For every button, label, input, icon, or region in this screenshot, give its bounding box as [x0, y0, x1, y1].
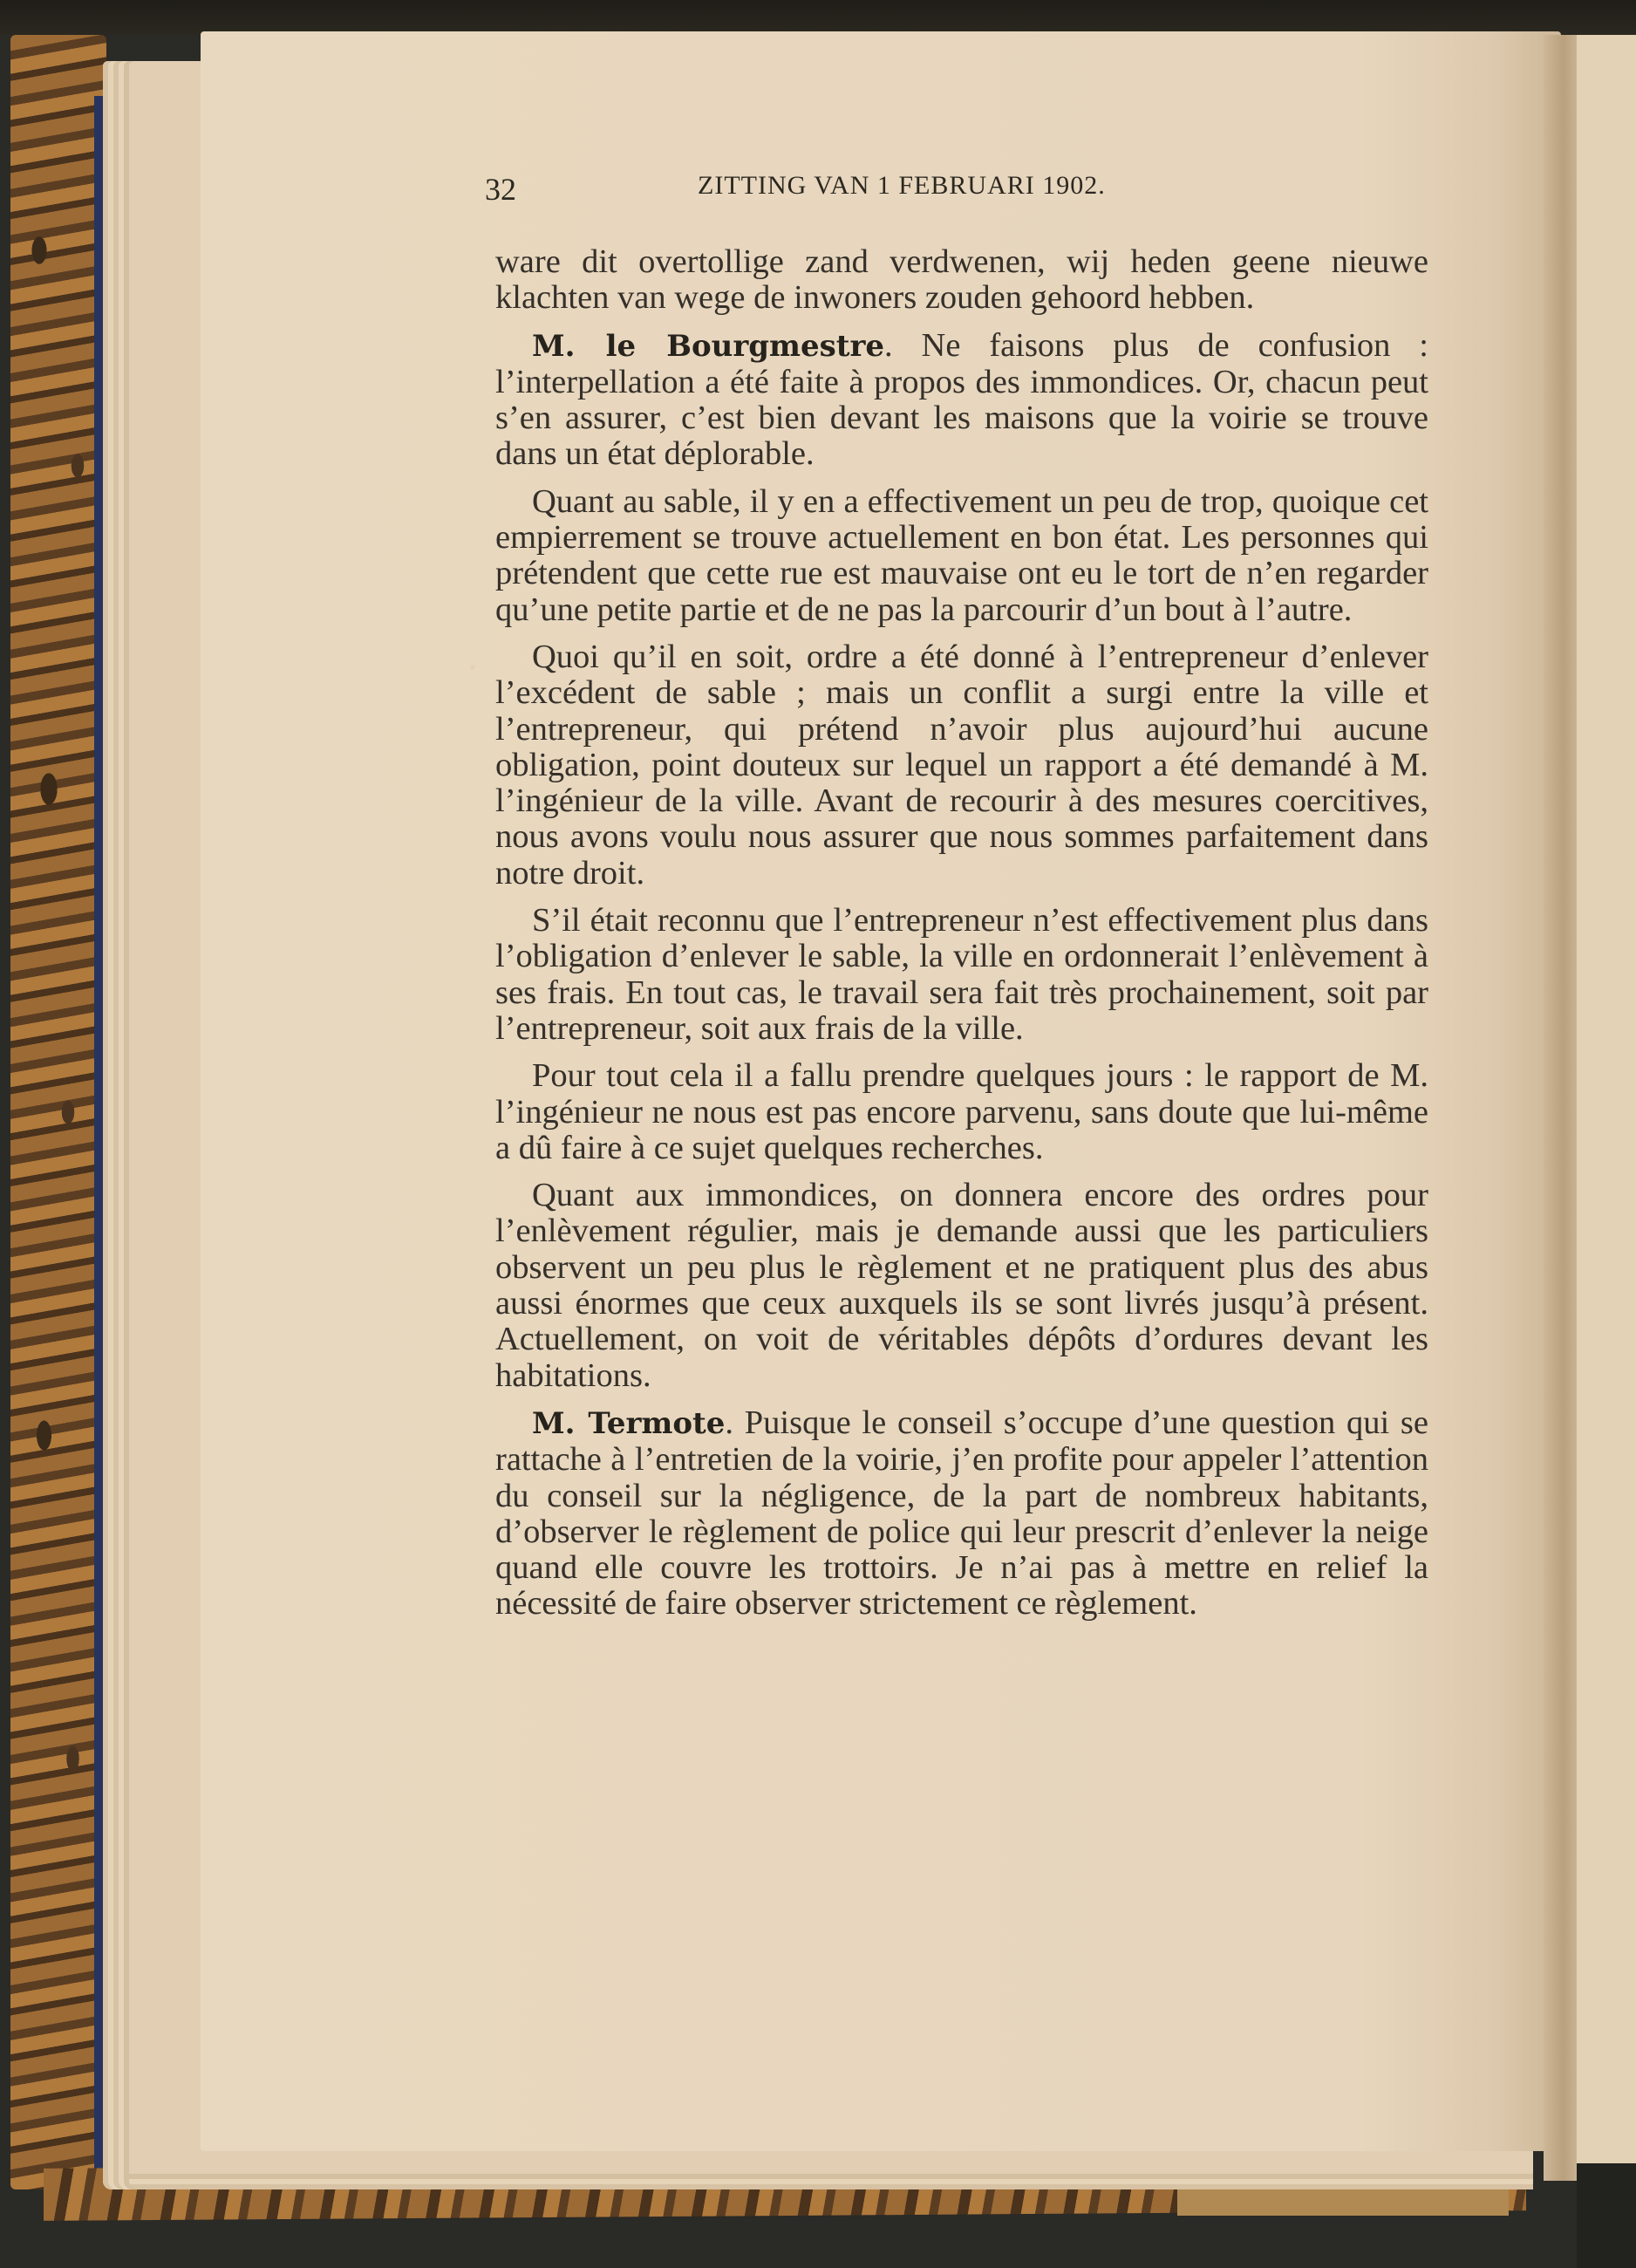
paragraph-text: Quant aux immondices, on donnera encore des ordres pour l’enlèvement régulier, mais je demande aussi que les particuliers observent un peu plus le règlement et ne pratiquent plus des abus aussi énormes que ceux auxquels ils se sont livrés jusqu’à présent. Actuellement, on voit de véritables dépôts d’ordures devant les habitations.	[495, 1177, 1428, 1394]
facing-page-edge	[1577, 35, 1636, 2163]
scan-backdrop-corner	[1577, 2163, 1636, 2268]
paragraph	[495, 1405, 1428, 1622]
paragraph-text: S’il était reconnu que l’entrepreneur n’est effectivement plus dans l’obligation d’enlever le sable, la ville en ordonnerait l’enlèvement à ses frais. En tout cas, le travail sera fait très prochainement, soit par l’entrepreneur, soit aux frais de la ville.	[495, 902, 1428, 1047]
marbled-cover-left	[10, 35, 106, 2189]
page-gutter-shadow	[1544, 35, 1577, 2181]
paragraph	[495, 244, 1428, 317]
paragraph	[495, 1058, 1428, 1166]
speaker-name: M. le Bourgmestre	[532, 328, 885, 364]
page-number: 32	[485, 172, 516, 207]
paragraph	[495, 639, 1428, 891]
paragraph-text: ware dit overtollige zand verdwenen, wij heden geene nieuwe klachten van wege de inwoners zouden gehoord hebben.	[495, 243, 1428, 317]
body-text	[495, 244, 1428, 1634]
paragraph-text: Quoi qu’il en soit, ordre a été donné à l’entrepreneur d’enlever l’excédent de sable ; mais un conflit a surgi entre la ville et l’entrepreneur, qui prétend n’avoir plus aujourd’hui aucune obligation, point douteux sur lequel un rapport a été demandé à M. l’ingénieur de la ville. Avant de recourir à des mesures coercitives, nous avons voulu nous assurer que nous sommes parfaitement dans notre droit.	[495, 638, 1428, 891]
paragraph-text: Quant au sable, il y en a effectivement un peu de trop, quoique cet empierrement se trouve actuellement en bon état. Les personnes qui prétendent que cette rue est mauvaise ont eu le tort de n’en regarder qu’une petite partie et de ne pas la parcourir d’un bout à l’autre.	[495, 482, 1428, 628]
paragraph	[495, 1178, 1428, 1394]
paragraph-text: . Puisque le conseil s’occupe d’une question qui se rattache à l’entretien de la voirie, j’en profite pour appeler l’attention du conseil sur la négligence, de la part de nombreux habitants, d’observer le règlement de police qui leur prescrit d’enlever la neige quand elle couvre les trottoirs. Je n’ai pas à mettre en relief la nécessité de faire observer strictement ce règlement.	[495, 1404, 1428, 1622]
paragraph	[495, 328, 1428, 473]
paragraph-text: . Ne faisons plus de confusion : l’interpellation a été faite à propos des immondices. Or, chacun peut s’en assurer, c’est bien devant les maisons que la voirie se trouve dans un état déplorable.	[495, 326, 1429, 473]
cover-spine-cloth	[94, 96, 103, 2172]
paragraph	[495, 484, 1428, 628]
running-head	[485, 171, 1401, 215]
paragraph-text: Pour tout cela il a fallu prendre quelques jours : le rapport de M. l’ingénieur ne nous est pas encore parvenu, sans doute que lui-même a dû faire à ce sujet quelques recherches.	[495, 1057, 1428, 1166]
speaker-name: M. Termote	[532, 1405, 726, 1441]
running-head-title: ZITTING VAN 1 FEBRUARI 1902.	[698, 171, 1106, 200]
paragraph	[495, 903, 1428, 1047]
scan-backdrop	[0, 0, 1636, 35]
